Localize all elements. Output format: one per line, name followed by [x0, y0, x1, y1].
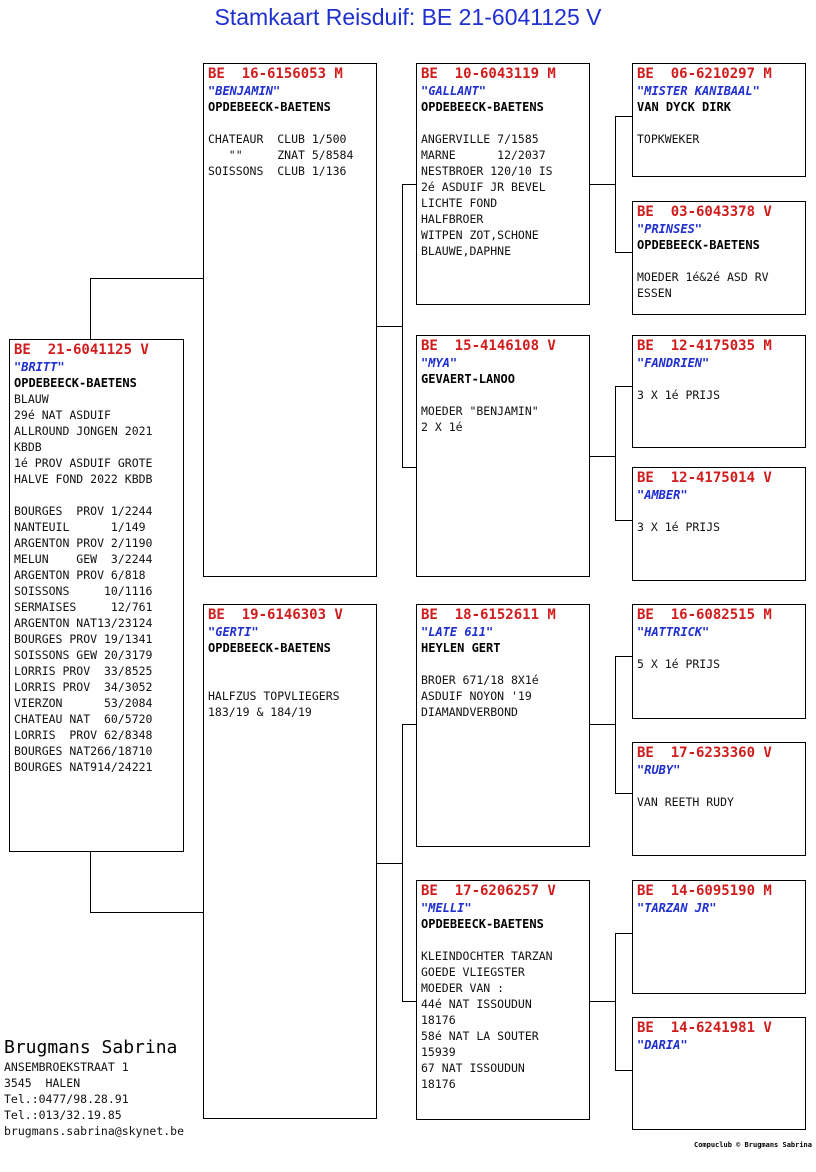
note-line: KLEINDOCHTER TARZAN [421, 949, 553, 963]
note-line: NANTEUIL 1/149 [14, 520, 146, 534]
connector-line [589, 184, 615, 185]
note-line: 2é ASDUIF JR BEVEL [421, 180, 546, 194]
pigeon-card-fmm[interactable] [632, 467, 806, 581]
pigeon-card-mf[interactable] [416, 604, 590, 847]
note-line: LICHTE FOND [421, 196, 498, 210]
breeder-phone: Tel.:013/32.19.85 [4, 1108, 122, 1122]
ring-number: BE 03-6043378 V [637, 204, 772, 220]
pigeon-name: "FANDRIEN" [637, 356, 710, 370]
note-line: 29é NAT ASDUIF [14, 408, 111, 422]
note-line: 44é NAT ISSOUDUN [421, 997, 532, 1011]
connector-line [589, 456, 615, 457]
owner-name: OPDEBEECK-BAETENS [208, 641, 331, 655]
pigeon-name: "RUBY" [637, 763, 681, 777]
owner-name: HEYLEN GERT [421, 641, 501, 655]
pigeon-notes [637, 794, 801, 810]
pigeon-notes [637, 656, 801, 672]
connector-line [615, 386, 616, 521]
note-line: BOURGES NAT266/18710 [14, 744, 153, 758]
note-line: VIERZON 53/2084 [14, 696, 153, 710]
owner-name: OPDEBEECK-BAETENS [421, 917, 544, 931]
owner-name: OPDEBEECK-BAETENS [14, 376, 137, 390]
note-line: LORRIS PROV 34/3052 [14, 680, 153, 694]
pigeon-name: "BENJAMIN" [208, 84, 281, 98]
ring-number: BE 16-6082515 M [637, 607, 772, 623]
note-line: WITPEN ZOT,SCHONE [421, 228, 539, 242]
pigeon-name: "TARZAN JR" [637, 901, 717, 915]
connector-line [615, 116, 616, 253]
owner-name: GEVAERT-LANOO [421, 372, 515, 386]
connector-line [90, 278, 91, 340]
note-line: BOURGES PROV 19/1341 [14, 632, 153, 646]
pigeon-name: "GALLANT" [421, 84, 487, 98]
note-line: ANGERVILLE 7/1585 [421, 132, 539, 146]
note-line: 18176 [421, 1013, 456, 1027]
pigeon-card-mff[interactable] [632, 604, 806, 719]
connector-line [90, 912, 204, 913]
pigeon-card-mfm[interactable] [632, 742, 806, 856]
note-line [14, 487, 179, 503]
pigeon-notes [14, 391, 179, 775]
pigeon-name: "PRINSES" [637, 222, 703, 236]
note-line: ASDUIF NOYON '19 [421, 689, 532, 703]
pigeon-notes [421, 131, 585, 259]
note-line: BROER 671/18 8X1é [421, 673, 539, 687]
pigeon-name: "HATTRICK" [637, 625, 710, 639]
owner-name: OPDEBEECK-BAETENS [421, 100, 544, 114]
pigeon-name: "DARIA" [637, 1038, 688, 1052]
breeder-city: 3545 HALEN [4, 1076, 81, 1090]
connector-line [376, 326, 402, 327]
note-line: MOEDER VAN : [421, 981, 505, 995]
pigeon-notes [208, 131, 372, 179]
note-line: 5 X 1é PRIJS [637, 657, 721, 671]
pigeon-name: "MYA" [421, 356, 458, 370]
connector-line [615, 933, 616, 1071]
ring-number: BE 19-6146303 V [208, 607, 343, 623]
pigeon-name: "GERTI" [208, 625, 259, 639]
note-line: BOURGES NAT914/24221 [14, 760, 153, 774]
pigeon-card-mm[interactable] [416, 880, 590, 1120]
breeder-email: brugmans.sabrina@skynet.be [4, 1124, 185, 1138]
connector-line [402, 724, 403, 1002]
ring-number: BE 17-6233360 V [637, 745, 772, 761]
note-line: LORRIS PROV 62/8348 [14, 728, 153, 742]
note-line: SOISSONS CLUB 1/136 [208, 164, 347, 178]
pigeon-name: "BRITT" [14, 360, 65, 374]
ring-number: BE 06-6210297 M [637, 66, 772, 82]
pigeon-name: "LATE 611" [421, 625, 494, 639]
note-line: 1é PROV ASDUIF GROTE [14, 456, 153, 470]
pigeon-name: "AMBER" [637, 488, 688, 502]
connector-line [402, 1001, 417, 1002]
footer-credit: Compuclub © Brugmans Sabrina [693, 1141, 812, 1149]
note-line: 18176 [421, 1077, 456, 1091]
ring-number: BE 15-4146108 V [421, 338, 556, 354]
note-line: 58é NAT LA SOUTER [421, 1029, 539, 1043]
note-line: CHATEAU NAT 60/5720 [14, 712, 153, 726]
pigeon-notes [421, 948, 585, 1092]
connector-line [376, 863, 402, 864]
ring-number: BE 12-4175035 M [637, 338, 772, 354]
note-line: "" ZNAT 5/8584 [208, 148, 354, 162]
note-line: KBDB [14, 440, 42, 454]
pigeon-notes [637, 131, 801, 147]
note-line [208, 672, 372, 688]
note-line: NESTBROER 120/10 IS [421, 164, 553, 178]
pigeon-notes [421, 672, 585, 720]
pigeon-notes [421, 403, 585, 435]
note-line: 67 NAT ISSOUDUN [421, 1061, 525, 1075]
pigeon-card-mmf[interactable] [632, 880, 806, 994]
connector-line [90, 851, 91, 913]
note-line: 3 X 1é PRIJS [637, 520, 721, 534]
note-line: CHATEAUR CLUB 1/500 [208, 132, 347, 146]
owner-name: OPDEBEECK-BAETENS [208, 100, 331, 114]
connector-line [615, 656, 633, 657]
connector-line [402, 184, 417, 185]
pigeon-name: "MISTER KANIBAAL" [637, 84, 760, 98]
note-line: ALLROUND JONGEN 2021 [14, 424, 153, 438]
note-line: MOEDER "BENJAMIN" [421, 404, 539, 418]
owner-name: OPDEBEECK-BAETENS [637, 238, 760, 252]
pigeon-card-mother[interactable] [203, 604, 377, 1119]
page-title: Stamkaart Reisduif: BE 21-6041125 V [214, 4, 602, 30]
pigeon-card-mmm[interactable] [632, 1017, 806, 1130]
ring-number: BE 12-4175014 V [637, 470, 772, 486]
pigeon-card-subject[interactable] [9, 339, 184, 852]
breeder-address: ANSEMBROEKSTRAAT 1 [4, 1060, 129, 1074]
pigeon-card-ff[interactable] [416, 63, 590, 305]
note-line: DIAMANDVERBOND [421, 705, 518, 719]
pigeon-card-fff[interactable] [632, 63, 806, 177]
pigeon-card-ffm[interactable] [632, 201, 806, 315]
note-line: MOEDER 1é&2é ASD RV [637, 270, 769, 284]
connector-line [615, 386, 633, 387]
connector-line [402, 184, 403, 468]
pigeon-card-father[interactable] [203, 63, 377, 577]
note-line: ARGENTON PROV 6/818 [14, 568, 146, 582]
note-line: 15939 [421, 1045, 456, 1059]
ring-number: BE 16-6156053 M [208, 66, 343, 82]
note-line: 3 X 1é PRIJS [637, 388, 721, 402]
note-line: MARNE 12/2037 [421, 148, 546, 162]
note-line: BLAUWE,DAPHNE [421, 244, 512, 258]
note-line: VAN REETH RUDY [637, 795, 734, 809]
connector-line [615, 656, 616, 794]
connector-line [90, 278, 204, 279]
pigeon-notes [637, 519, 801, 535]
owner-name: VAN DYCK DIRK [637, 100, 731, 114]
note-line: MELUN GEW 3/2244 [14, 552, 153, 566]
note-line: ARGENTON NAT13/23124 [14, 616, 153, 630]
ring-number: BE 18-6152611 M [421, 607, 556, 623]
connector-line [615, 793, 633, 794]
breeder-info [4, 1037, 184, 1139]
connector-line [615, 116, 633, 117]
breeder-phone: Tel.:0477/98.28.91 [4, 1092, 129, 1106]
connector-line [589, 724, 615, 725]
note-line: ARGENTON PROV 2/1190 [14, 536, 153, 550]
note-line: ESSEN [637, 286, 672, 300]
note-line: SERMAISES 12/761 [14, 600, 153, 614]
note-line: HALVE FOND 2022 KBDB [14, 472, 153, 486]
pigeon-notes [637, 387, 801, 403]
note-line: LORRIS PROV 33/8525 [14, 664, 153, 678]
ring-number: BE 10-6043119 M [421, 66, 556, 82]
pigeon-card-fmf[interactable] [632, 335, 806, 448]
note-line: 183/19 & 184/19 [208, 705, 312, 719]
note-line: BLAUW [14, 392, 49, 406]
connector-line [589, 1001, 615, 1002]
pigeon-card-fm[interactable] [416, 335, 590, 577]
ring-number: BE 17-6206257 V [421, 883, 556, 899]
note-line: TOPKWEKER [637, 132, 700, 146]
connector-line [615, 1070, 633, 1071]
connector-line [615, 252, 633, 253]
note-line: SOISSONS 10/1116 [14, 584, 153, 598]
ring-number: BE 14-6241981 V [637, 1020, 772, 1036]
pigeon-name: "MELLI" [421, 901, 472, 915]
connector-line [402, 724, 417, 725]
pigeon-notes [637, 269, 801, 301]
note-line: HALFZUS TOPVLIEGERS [208, 689, 340, 703]
connector-line [615, 933, 633, 934]
connector-line [402, 467, 417, 468]
pigeon-notes [208, 672, 372, 720]
note-line: GOEDE VLIEGSTER [421, 965, 525, 979]
connector-line [615, 520, 633, 521]
note-line: BOURGES PROV 1/2244 [14, 504, 153, 518]
breeder-name: Brugmans Sabrina [4, 1037, 178, 1058]
note-line: HALFBROER [421, 212, 484, 226]
ring-number: BE 21-6041125 V [14, 342, 149, 358]
note-line: SOISSONS GEW 20/3179 [14, 648, 153, 662]
ring-number: BE 14-6095190 M [637, 883, 772, 899]
note-line: 2 X 1é [421, 420, 463, 434]
